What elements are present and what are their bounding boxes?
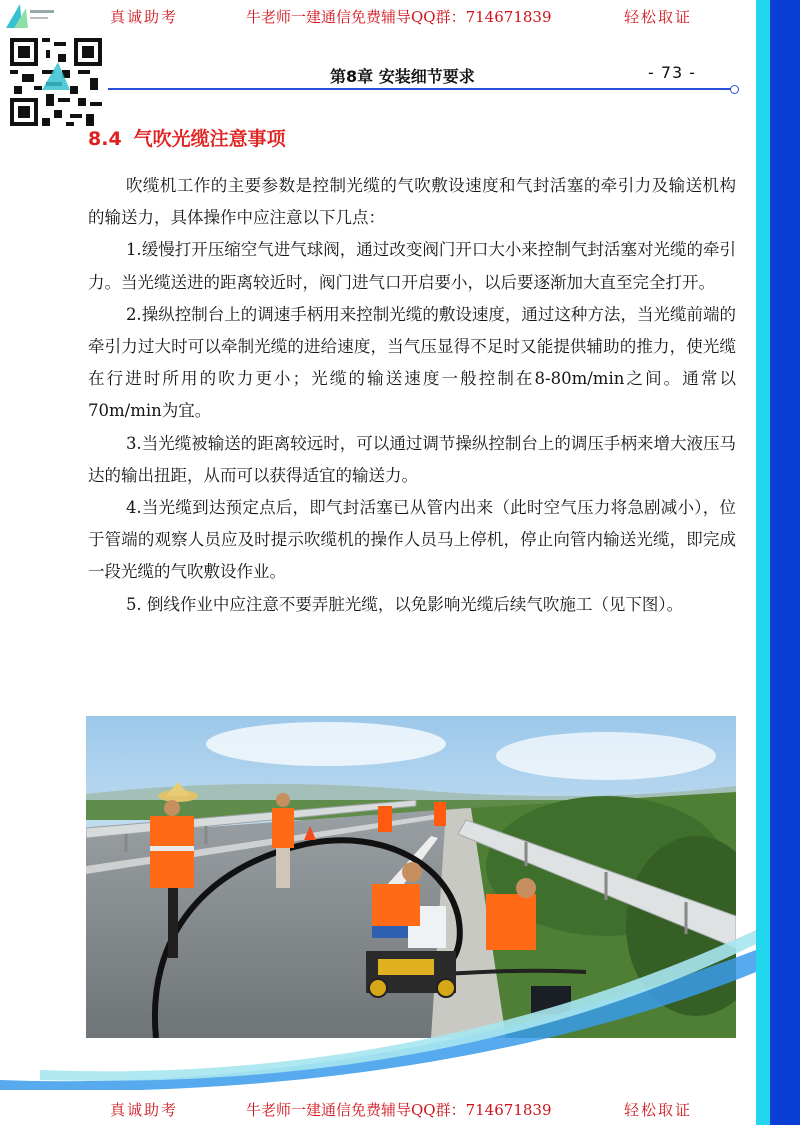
paragraph-item-4: 4.当光缆到达预定点后，即气封活塞已从管内出来（此时空气压力将急剧减小），位于管端的观察人员应及时提示吹缆机的操作人员马上停机，停止向管内输送光缆，即完成一段光缆的气吹敷设作业。	[88, 498, 736, 582]
section-title-text: 气吹光缆注意事项	[133, 128, 286, 150]
bottom-banner-left-text: 真诚助考	[110, 1101, 179, 1119]
decorative-wave	[0, 930, 756, 1090]
banner-right-text: 轻松取证	[624, 8, 693, 26]
page-edge-cyan-stripe	[756, 0, 770, 1125]
publisher-logo-icon	[4, 2, 58, 30]
paragraph-item-1: 1.缓慢打开压缩空气进气球阀，通过改变阀门开口大小来控制气封活塞对光缆的牵引力。当光缆送进的距离较近时，阀门进气口开启要小，以后要逐渐加大直至完全打开。	[88, 240, 736, 292]
chapter-header-title: 第8章 安装细节要求	[330, 67, 475, 86]
body-text	[88, 170, 736, 621]
page-edge-blue-stripe	[770, 0, 800, 1125]
header-rule-end-dot	[730, 85, 739, 94]
paragraph-intro: 吹缆机工作的主要参数是控制光缆的气吹敷设速度和气封活塞的牵引力及输送机构的输送力，具体操作中应注意以下几点：	[88, 176, 736, 228]
bottom-banner-center-text: 牛老师一建通信免费辅导QQ群：714671839	[246, 1101, 552, 1119]
paragraph-item-5: 5. 倒线作业中应注意不要弄脏光缆，以免影响光缆后续气吹施工（见下图）。	[125, 594, 684, 614]
qr-code-icon	[10, 38, 102, 126]
paragraph-item-2: 2.操纵控制台上的调速手柄用来控制光缆的敷设速度，通过这种方法，当光缆前端的牵引力过大时可以牵制光缆的进给速度，当气压显得不足时又能提供辅助的推力，使光缆在行进时所用的吹力更小；光缆的输送速度一般控制在8-80m/min之间。通常以70m/min为宜。	[88, 304, 736, 421]
section-heading	[88, 124, 286, 151]
page-number: - 73 -	[648, 63, 697, 82]
bottom-banner-right-text: 轻松取证	[624, 1101, 693, 1119]
bottom-banner	[0, 1093, 756, 1127]
paragraph-item-3: 3.当光缆被输送的距离较远时，可以通过调节操纵控制台上的调压手柄来增大液压马达的输出扭距，从而可以获得适宜的输送力。	[88, 433, 736, 485]
banner-center-text: 牛老师一建通信免费辅导QQ群：714671839	[246, 8, 552, 26]
banner-left-text: 真诚助考	[110, 8, 179, 26]
section-number: 8.4	[88, 128, 122, 150]
top-banner	[0, 0, 756, 34]
header-rule	[108, 88, 732, 90]
